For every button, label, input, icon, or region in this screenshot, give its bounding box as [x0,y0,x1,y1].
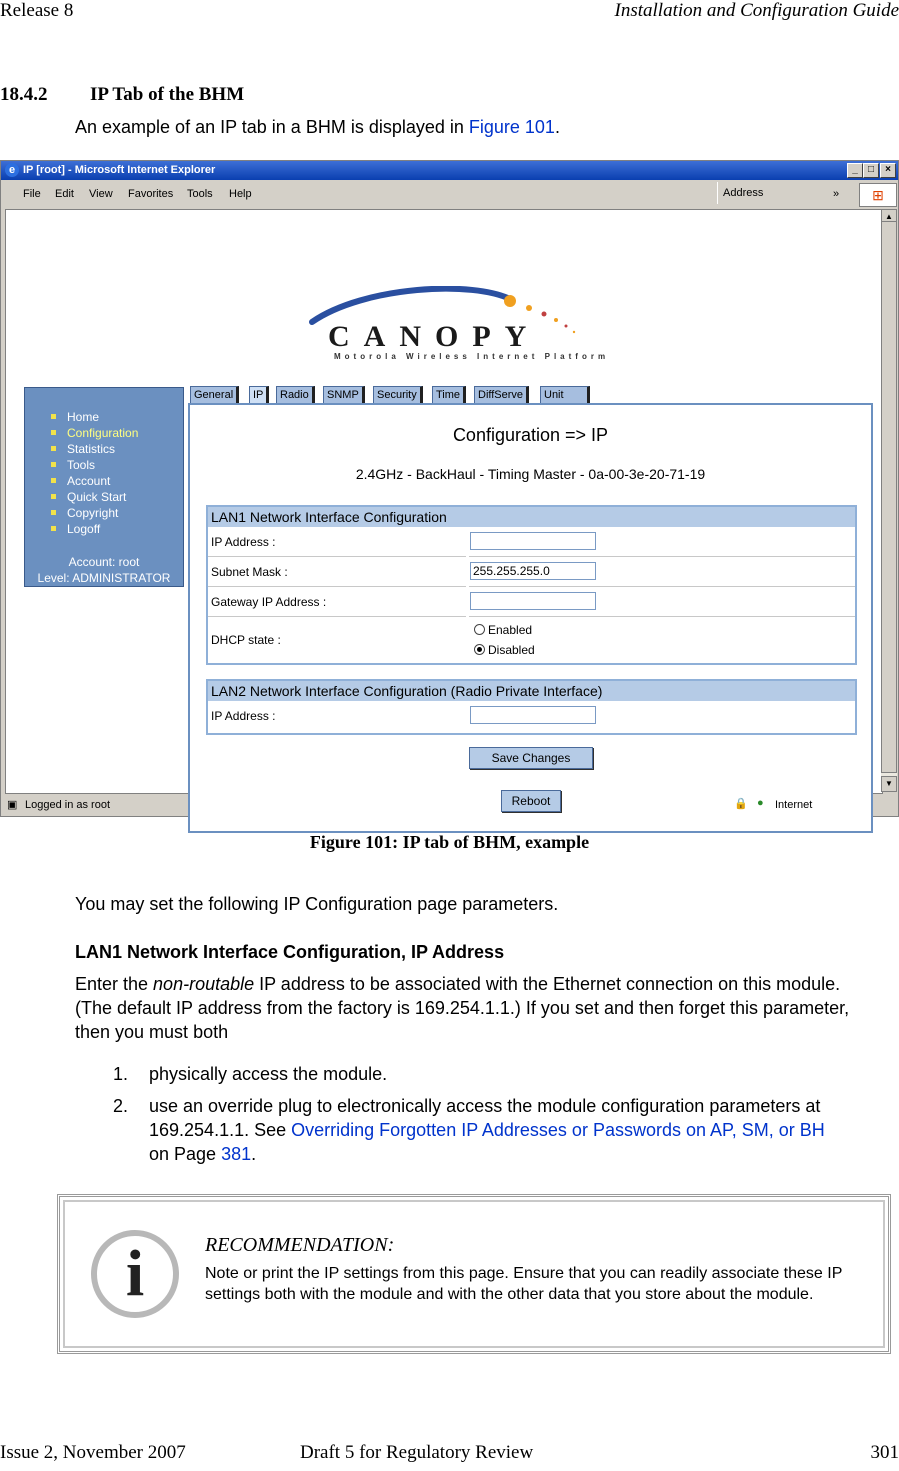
canopy-tagline: Motorola Wireless Internet Platform [334,352,610,361]
tab-radio[interactable]: Radio [276,386,315,404]
subnet-mask-label: Subnet Mask : [211,565,288,579]
lan1-ip-label: IP Address : [211,535,276,549]
page-icon: ▣ [7,799,18,811]
intro-paragraph [75,117,560,138]
reboot-button[interactable]: Reboot [501,790,561,812]
section-number: 18.4.2 [0,84,48,105]
list-text: use an override plug to electronically access the module configuration parameters at 169.254.1.1. See Overriding Forgotten IP Addresses or Passwords on AP, SM, or BH on Page 381. [149,1096,825,1164]
tab-unit-settings[interactable]: Unit [540,386,590,404]
paragraph-ip-address [75,972,875,1044]
menu-view[interactable]: View [89,188,113,200]
nav-item-configuration[interactable]: Configuration [51,425,138,441]
lan2-ip-input[interactable] [470,706,596,724]
info-icon: i [91,1230,179,1318]
lan1-group [206,505,857,665]
p2-text-b: IP address to be associated with the Ethernet connection on this module. (The default IP address from the factory is 169.254.1.1.) If you set and then forget this parameter, then you must both [75,974,850,1042]
subnet-mask-input[interactable] [470,562,596,580]
config-panel [188,403,873,833]
footer-page-number: 301 [870,1442,899,1463]
config-subtitle: 2.4GHz - BackHaul - Timing Master - 0a-00-3e-20-71-19 [355,466,706,482]
save-changes-button[interactable]: Save Changes [469,747,593,769]
globe-icon: ● [757,797,764,809]
lan2-header: LAN2 Network Interface Configuration (Radio Private Interface) [208,681,855,701]
nav-item-statistics[interactable]: Statistics [51,441,138,457]
nav-item-tools[interactable]: Tools [51,457,138,473]
window-title: IP [root] - Microsoft Internet Explorer [23,164,216,176]
recommendation-text: Note or print the IP settings from this page. Ensure that you can readily associate these IP settings both with the module and with the other data that you store about the module. [205,1265,843,1303]
gateway-input[interactable] [470,592,596,610]
section-heading [0,84,244,106]
chevron-icon[interactable]: » [833,188,840,200]
tab-time[interactable]: Time [432,386,466,404]
tab-snmp[interactable]: SNMP [323,386,365,404]
window-titlebar [1,161,898,180]
scroll-thumb[interactable] [881,221,897,773]
overriding-link[interactable]: Overriding Forgotten IP Addresses or Passwords on AP, SM, or BH [291,1120,825,1140]
dhcp-enabled-radio[interactable]: Enabled [474,623,532,637]
footer-issue: Issue 2, November 2007 [0,1442,186,1463]
menu-favorites[interactable]: Favorites [128,188,174,200]
zone-text: Internet [775,799,813,811]
status-text: Logged in as root [25,799,111,811]
recommendation-title: RECOMMENDATION: [205,1234,395,1256]
config-title: Configuration => IP [452,425,609,445]
nav-item-home[interactable]: Home [51,409,138,425]
list-text: physically access the module. [149,1064,388,1084]
nav-item-logoff[interactable]: Logoff [51,521,138,537]
page-header-guide-title: Installation and Configuration Guide [614,0,899,21]
p2-emphasis: non-routable [153,974,255,994]
recommendation-box [57,1194,891,1354]
figure-link[interactable]: Figure 101 [468,117,555,137]
canopy-logo-text: CANOPY [328,320,541,353]
vertical-scrollbar[interactable] [881,209,897,792]
gateway-label: Gateway IP Address : [211,595,327,609]
menu-file[interactable]: File [23,188,41,200]
lan1-ip-row [208,527,855,557]
dhcp-row [208,617,855,663]
lan1-header: LAN1 Network Interface Configuration [208,507,855,527]
maximize-icon[interactable]: □ [863,163,879,178]
footer-draft: Draft 5 for Regulatory Review [300,1442,534,1463]
intro-text: An example of an IP tab in a BHM is displayed in [75,117,469,137]
scroll-up-icon[interactable]: ▲ [881,209,897,225]
browser-screenshot [0,160,899,817]
minimize-icon[interactable]: _ [847,163,863,178]
list-number: 2. [113,1096,129,1116]
lan1-gateway-row [208,587,855,617]
nav-item-quick-start[interactable]: Quick Start [51,489,138,505]
parameter-heading: LAN1 Network Interface Configuration, IP Address [75,942,505,962]
list-item [113,1062,813,1086]
section-title: IP Tab of the BHM [90,84,245,105]
ie-icon: e [5,163,19,177]
intro-end: . [554,117,560,137]
page-link[interactable]: 381 [221,1144,252,1164]
windows-logo-icon: ⊞ [859,183,897,207]
scroll-down-icon[interactable]: ▼ [881,776,897,792]
lan2-ip-row [208,701,855,731]
lan1-mask-row [208,557,855,587]
left-nav-menu [24,387,184,587]
lan2-group [206,679,857,735]
close-icon[interactable]: × [880,163,896,178]
address-label[interactable]: Address [717,182,773,204]
tab-security[interactable]: Security [373,386,423,404]
nav-item-account[interactable]: Account [51,473,138,489]
nav-item-copyright[interactable]: Copyright [51,505,138,521]
figure-caption: Figure 101: IP tab of BHM, example [309,832,590,852]
tab-diffserve[interactable]: DiffServe [474,386,529,404]
dhcp-label: DHCP state : [211,633,281,647]
tab-general[interactable]: General [190,386,239,404]
lan2-ip-label: IP Address : [211,709,276,723]
lock-icon: 🔒 [734,798,748,810]
paragraph-parameters: You may set the following IP Configuration page parameters. [75,894,559,914]
status-bar [1,795,898,815]
dhcp-disabled-radio[interactable]: Disabled [474,643,535,657]
tab-ip[interactable]: IP [249,386,269,404]
list-number: 1. [113,1064,129,1084]
menu-tools[interactable]: Tools [187,188,213,200]
menu-edit[interactable]: Edit [55,188,74,200]
menu-help[interactable]: Help [229,188,252,200]
p2-text-a: Enter the [75,974,154,994]
page-header-release: Release 8 [0,0,74,21]
lan1-ip-input[interactable] [470,532,596,550]
level-label: Level: ADMINISTRATOR [37,571,171,585]
list-item [113,1094,825,1166]
account-label: Account: root [68,555,140,569]
